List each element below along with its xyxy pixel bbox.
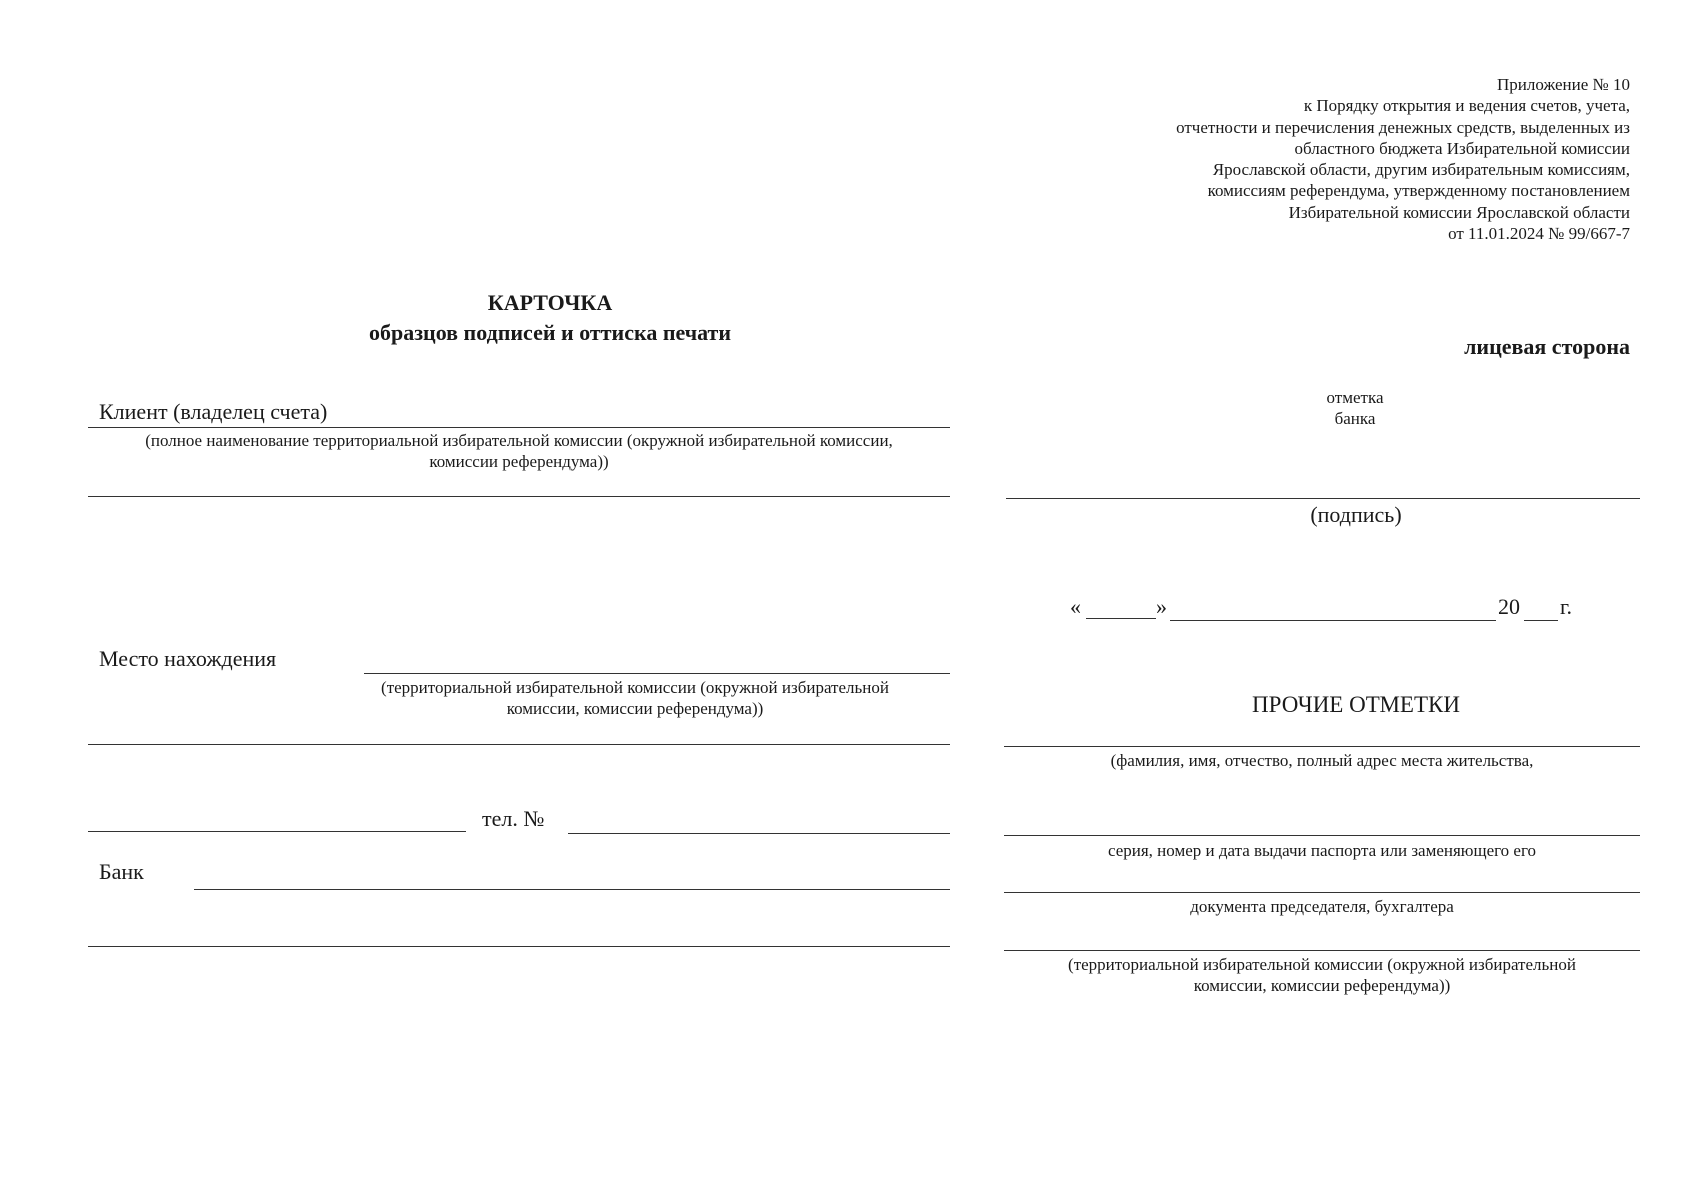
card-title-sub: образцов подписей и оттиска печати (368, 320, 732, 345)
other-marks-caption-4 (1004, 954, 1640, 996)
client-name-field-2[interactable] (88, 496, 950, 497)
client-caption (88, 430, 950, 472)
location-field-2[interactable] (88, 744, 950, 745)
bank-label: Банк (99, 859, 144, 884)
client-name-field[interactable] (88, 427, 950, 428)
date-year-prefix: 20 (1498, 594, 1520, 619)
date-month-field[interactable] (1170, 620, 1496, 621)
other-marks-caption-2: серия, номер и дата выдачи паспорта или заменяющего его (1107, 841, 1537, 860)
appendix-header (1070, 74, 1630, 244)
date-close-quote: » (1156, 594, 1167, 619)
appendix-line: Ярославской области, другим избирательным комиссиям, (1212, 160, 1630, 180)
appendix-line: Приложение № 10 (1497, 75, 1630, 94)
appendix-line: Избирательной комиссии Ярославской области (1288, 202, 1630, 222)
other-marks-caption-3: документа председателя, бухгалтера (1190, 897, 1454, 916)
date-day-field[interactable] (1086, 618, 1156, 619)
appendix-line: областного бюджета Избирательной комиссии (1294, 138, 1630, 158)
other-marks-title: ПРОЧИЕ ОТМЕТКИ (1252, 692, 1460, 717)
bank-field-2[interactable] (88, 946, 950, 947)
phone-field[interactable] (568, 833, 950, 834)
signature-caption: (подпись) (1310, 502, 1402, 527)
bank-field[interactable] (194, 889, 950, 890)
other-marks-field-1[interactable] (1004, 746, 1640, 747)
address-field[interactable] (88, 831, 466, 832)
appendix-line: отчетности и перечисления денежных средств, выделенных из (1176, 117, 1630, 137)
other-marks-caption-4-line: комиссии, комиссии референдума)) (1193, 976, 1451, 995)
face-side-label: лицевая сторона (1464, 334, 1630, 359)
other-marks-field-2[interactable] (1004, 835, 1640, 836)
appendix-line: от 11.01.2024 № 99/667-7 (1448, 224, 1630, 244)
location-caption-line: (территориальной избирательной комиссии (окружной избирательной (381, 678, 889, 697)
location-caption-line: комиссии, комиссии референдума)) (506, 699, 764, 718)
appendix-line: комиссиям референдума, утвержденному постановлением (1207, 181, 1630, 201)
other-marks-caption-1: (фамилия, имя, отчество, полный адрес места жительства, (1110, 751, 1534, 770)
date-year-field[interactable] (1524, 620, 1558, 621)
client-caption-line: (полное наименование территориальной избирательной комиссии (окружной избирательной комиссии, (145, 431, 893, 450)
date-suffix: г. (1560, 594, 1573, 619)
bank-mark-line: отметка (1326, 388, 1384, 407)
card-title (290, 288, 810, 348)
other-marks-field-3[interactable] (1004, 892, 1640, 893)
card-title-main: КАРТОЧКА (487, 290, 613, 315)
phone-label: тел. № (482, 806, 545, 831)
bank-mark (1280, 387, 1430, 429)
bank-mark-line: банка (1334, 409, 1376, 428)
location-field[interactable] (364, 673, 950, 674)
client-label: Клиент (владелец счета) (99, 399, 328, 424)
other-marks-caption-4-line: (территориальной избирательной комиссии (окружной избирательной (1068, 955, 1576, 974)
location-label: Место нахождения (99, 646, 277, 671)
location-caption (320, 677, 950, 719)
appendix-line: к Порядку открытия и ведения счетов, учета, (1303, 96, 1630, 116)
other-marks-field-4[interactable] (1004, 950, 1640, 951)
date-open-quote: « (1070, 594, 1081, 619)
signature-field[interactable] (1006, 498, 1640, 499)
client-caption-line: комиссии референдума)) (429, 452, 609, 471)
